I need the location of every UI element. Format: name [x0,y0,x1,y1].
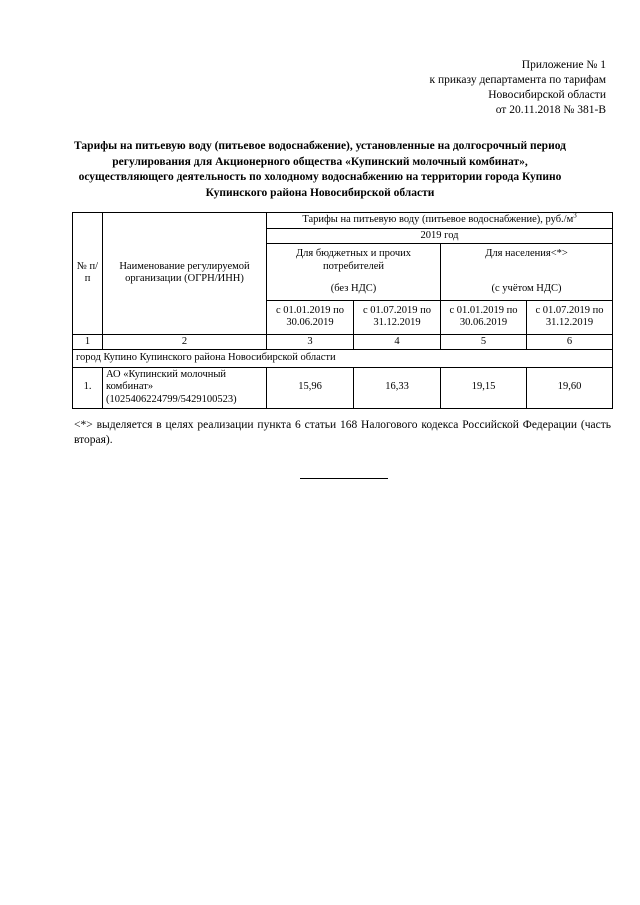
header-population-label: Для населения<*> [485,248,568,260]
tariff-table [72,212,613,409]
header-budget-label: Для бюджетных и прочих потребителей [295,248,411,272]
header-budget-vat: (без НДС) [330,283,377,294]
header-period: с 01.01.2019 по 30.06.2019 [441,300,527,334]
header-population [441,244,613,301]
header-period: с 01.01.2019 по 30.06.2019 [267,300,354,334]
header-number: № п/п [73,213,103,335]
row-number: 1. [73,367,103,408]
column-number: 5 [441,334,527,350]
column-number: 2 [103,334,267,350]
header-tariffs-text: Тарифы на питьевую воду (питьевое водоснабжение), руб./м [302,214,574,225]
header-year: 2019 год [267,228,613,244]
document-title: Тарифы на питьевую воду (питьевое водоснабжение), установленные на долгосрочный период регулирования для Акционерного общества «Купинский молочный комбинат», осуществляющего деятельность по холодному водоснабжению на территории города Купино Купинского района Новосибирской области [74,140,566,199]
row-organization: АО «Купинский молочный комбинат» (1025406224799/5429100523) [103,367,267,408]
row-value: 19,15 [441,367,527,408]
appendix-line: Новосибирской области [488,89,606,101]
divider-line [300,478,388,479]
section-row [73,350,613,368]
section-title: город Купино Купинского района Новосибирской области [73,350,613,368]
appendix-line: от 20.11.2018 № 381-В [495,104,606,116]
column-number: 6 [527,334,613,350]
header-period: с 01.07.2019 по 31.12.2019 [354,300,441,334]
appendix-line: к приказу департамента по тарифам [429,74,606,86]
column-number: 4 [354,334,441,350]
footnote: <*> выделяется в целях реализации пункта 6 статьи 168 Налогового кодекса Российской Федерации (часть вторая). [74,419,611,446]
header-population-vat: (с учётом НДС) [491,282,562,294]
column-number-row [73,334,613,350]
column-number: 1 [73,334,103,350]
unit-superscript: 3 [573,211,577,220]
header-tariffs [267,213,613,229]
table-row [73,367,613,408]
appendix-block [429,58,606,118]
header-budget [267,244,441,301]
header-organization: Наименование регулируемой организации (ОГРН/ИНН) [103,213,267,335]
row-value: 16,33 [354,367,441,408]
header-row [73,213,613,229]
header-period: с 01.07.2019 по 31.12.2019 [527,300,613,334]
appendix-line: Приложение № 1 [521,59,606,71]
column-number: 3 [267,334,354,350]
row-value: 15,96 [267,367,354,408]
row-value: 19,60 [527,367,613,408]
